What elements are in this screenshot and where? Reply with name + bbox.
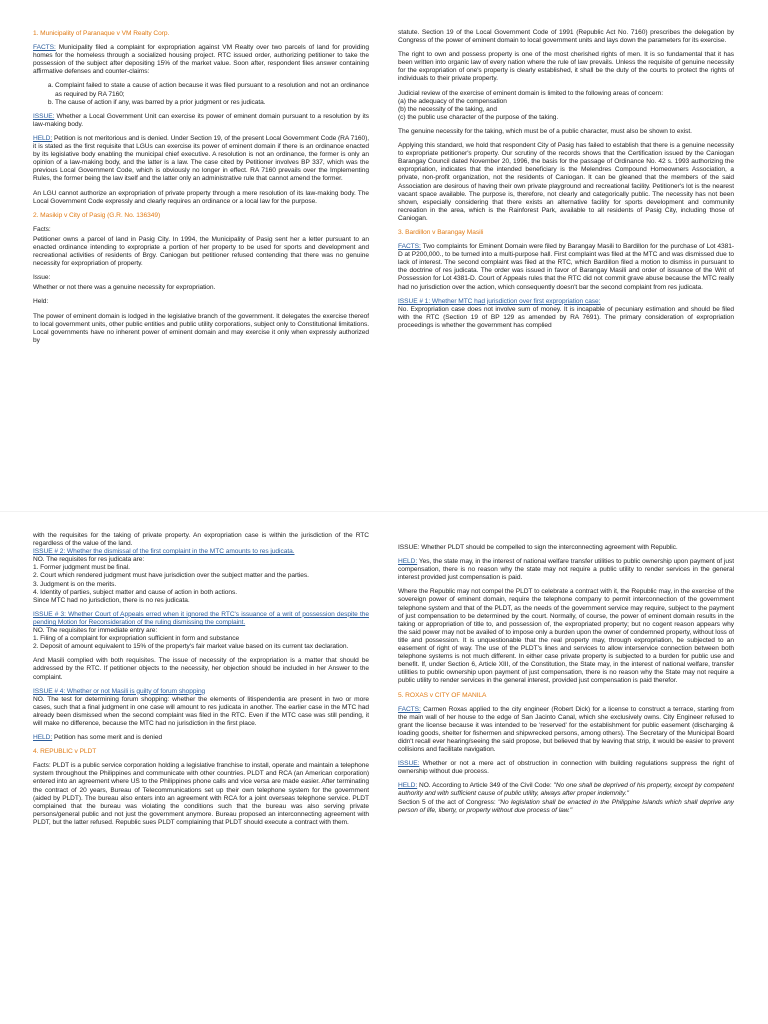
body-paragraph: And Masili complied with both requisites. The issue of necessity of the expropriation is a matter that should be addressed by the RTC. If petitioner objects to the necessity, her objection should be included in her Answer to the complaint. (33, 657, 369, 681)
body-paragraph: Applying this standard, we hold that respondent City of Pasig has failed to establish that there is a genuine necessity to expropriate petitioner's property. Our scrutiny of the records shows that the Certification issued by the Caniogan Barangay Council dated November 20, 1996, the basis for the passage of Ordinance No. 42 s. 1993 authorizing the expropriation, indicates that the intended beneficiary is the Melendres Compound Homeowners Association, a private, non-profit organization, not the residents of Caniogan. It can be gleaned that the members of the said Association are desirous of having their own private playground and recreational facility. Petitioner's lot is the nearest vacant space available. The purpose is, therefore, not clearly and categorically public. The necessity has not been shown, especially considering that there exists an alternative facility for sports development and community recreation in the area, which is the Rainforest Park, available to all residents of Pasig City, including those of Caniogan. (398, 142, 734, 222)
column-right (398, 544, 734, 1024)
issue-paragraph: ISSUE: Whether PLDT should be compelled to sign the interconnecting agreement with Republic. (398, 544, 678, 551)
facts-label: FACTS: (398, 705, 421, 713)
body-paragraph: An LGU cannot authorize an expropriation of private property through a mere resolution of its law-making body. The Local Government Code expressly and clearly requires an ordinance or a local law for the purpose. (33, 189, 369, 205)
defenses-list (33, 82, 369, 106)
list-intro: Judicial review of the exercise of eminent domain is limited to the following areas of concern: (398, 89, 663, 97)
body-paragraph: The power of eminent domain is lodged in the legislative branch of the government. It delegates the exercise thereof to local government units, other public entities and public utility corporations, subject only to Constitutional limitations. Local governments have no inherent power of eminent domain and may exercise it only when expressly authorized by (33, 312, 369, 344)
body-paragraph: The genuine necessity for the taking, which must be of a public character, must also be shown to exist. (398, 127, 692, 135)
held-label: HELD: (398, 782, 418, 790)
case-heading: 5. ROXAS v CITY OF MANILA (398, 691, 487, 699)
issue-text: NO. The test for determining forum shopping: whether the elements of litispendentia are present in two or more cases, such that a final judgment in one case will amount to res judicata in another. The earlier case in the MTC had already been dismissed when the second complaint was filed in the RTC. Even if the MTC case was still pending, it will make no difference, because the MTC had no jurisdiction in the first place. (33, 695, 369, 727)
case-heading: 1. Municipality of Paranaque v VM Realty Corp. (33, 30, 170, 37)
list-item: 1. Former judgment must be final. (33, 564, 130, 572)
issue-text: Whether or not a mere act of obstruction in connection with building regulations suppress the right of ownership without due process. (398, 760, 734, 776)
held-label: HELD: (398, 558, 418, 566)
body-paragraph: Whether or not there was a genuine necessity for expropriation. (33, 284, 216, 292)
requisites-list (33, 556, 369, 605)
issue-text: No. Expropriation case does not involve sum of money. It is incapable of pecuniary estimation and should be filed with the RTC (Section 19 of BP 129 as amended by RA 7691). The primary consideration of expropriation proceedings is whether the government has complied (398, 305, 734, 329)
list-item: 3. Judgment is on the merits. (33, 580, 117, 588)
body-paragraph: statute. Section 19 of the Local Government Code of 1991 (Republic Act No. 7160) prescribes the delegation by Congress of the power of eminent domain to local government units and lays down the parameters for its exercise. (398, 29, 734, 45)
body-paragraph: Petitioner owns a parcel of land in Pasig City. In 1994, the Municipality of Pasig sent her a letter pursuant to an enacted ordinance intending to expropriate a portion of her property to be used for sports and development and recreational activities of residents of Brgy. Caniogan but petitioner refused contending that there was no genuine necessity for expropriation of property. (33, 235, 369, 268)
issue-paragraph (398, 760, 734, 776)
body-paragraph (33, 226, 369, 234)
case-heading: 4. REPUBLIC v PLDT (33, 748, 97, 756)
body-paragraph (33, 298, 369, 306)
list-item: (a) the adequacy of the compensation (398, 97, 507, 105)
held-label: HELD: (33, 734, 53, 742)
issue-label: ISSUE # 3: Whether Court of Appeals erred when it ignored the RTC's issuance of a writ of possession despite the pending Motion for Reconsideration of the ruling dismissing the complaint. (33, 610, 369, 626)
issue-label: ISSUE # 4: Whether or not Masili is guilty of forum shopping (33, 687, 206, 695)
list-item: 2. Court which rendered judgment must have jurisdiction over the subject matter and the parties. (33, 572, 309, 580)
facts-paragraph (398, 243, 734, 292)
body-text: Section 5 of the act of Congress: (398, 798, 498, 806)
facts-label: FACTS: (398, 243, 421, 251)
held-paragraph (398, 782, 734, 814)
issue-paragraph (33, 611, 369, 651)
body-paragraph: Facts: PLDT is a public service corporation holding a legislative franchise to install, operate and maintain a telephone system throughout the Philippines and communicate with other countries. PLDT and RCA (an American corporation) entered into an agreement where US to the Philippines phone calls and vice versa are made easier. After terminating the contract of 20 years, Bureau of Telecommunications set up their own telephone system for the government (aided by PLDT). The bureau also enters into an agreement with RCA for a joint overseas telephone service. PLDT complained that the bureau was violating the conditions such that the bureau was also serving private persons/general public and not just the government anymore. Bureau proposed an interconnecting agreement with PLDT, but the latter refused. Republic sues PLDT complaining that PLDT should execute a contract with them. (33, 762, 369, 826)
facts-label: Facts: (33, 225, 51, 233)
issue-label: ISSUE # 2: Whether the dismissal of the first complaint in the MTC amounts to res judicata. (33, 548, 295, 556)
case-heading: 3. Bardillon v Barangay Masili (398, 228, 484, 236)
issue-paragraph (33, 688, 369, 728)
list-intro: NO. The requisites for res judicata are: (33, 556, 145, 564)
facts-text: Carmen Roxas applied to the city engineer (Robert Dick) for a license to construct a terrace, starting from the main wall of her house to the edge of San Jacinto Canal, which she exclusively owns. City Engineer refused to grant the license because it was intended to be 'reserved' for the establishment for public easement (discharging & loading goods, shelter for fishermen and shipwrecked persons, among others). The Secretary of the Municipal Board didn't recall ever hearing/seeing the said propose, but believed that by leaving that strip, it would be easier to prevent collisions and facilitate navigation. (398, 705, 734, 754)
list-item: Since MTC had no jurisdiction, there is no res judicata. (33, 596, 190, 604)
issue-label: Issue: (33, 274, 51, 282)
held-text: Petition is not meritorious and is denied. Under Section 19, of the present Local Government Code (RA 7160), it is stated as the first requisite that LGUs can exercise its power of eminent domain if there is an ordinance enacted by its legislative body enabling the municipal chief executive. A resolution is not an ordinance, the former is only an opinion of a law-making body, and the latter is a law. The case cited by Petitioner involves BP 337, which was the previous Local Government Code, which is obviously no longer in effect. RA 7160 prevails over the Implementing Rules, the former being the law itself and the latter only an administrative rule that cannot amend the former. (33, 134, 369, 183)
facts-label: FACTS: (33, 44, 56, 52)
facts-paragraph (398, 706, 734, 755)
body-paragraph: The right to own and possess property is one of the most cherished rights of men. It is so fundamental that it has been written into organic law of every nation where the rule of law prevails. Unless the requisite of genuine necessity for the expropriation of one's property is clearly established, it shall be the duty of the courts to protect the rights of individuals to their private property. (398, 51, 734, 83)
page-bottom (0, 512, 768, 1024)
held-text: NO. According to Article 349 of the Civil Code: (417, 782, 554, 790)
issue-label: ISSUE: (398, 760, 420, 768)
body-text: with the requisites for the taking of private property. An expropriation case is within the jurisdiction of the RTC regardless of the value of the land. (33, 532, 369, 548)
quote-text: "No legislation shall be enacted in the Philippine Islands which shall deprive any person of life, liberty, or property without due process of law." (398, 798, 734, 814)
body-paragraph (33, 532, 369, 556)
issue-label: ISSUE: (33, 112, 55, 120)
body-paragraph: Where the Republic may not compel the PLDT to celebrate a contract with it, the Republic may, in the exercise of the sovereign power of eminent domain, require the telephone company to permit interconnection of the government telephone system and that of the PLDT, as the needs of the government service may require, subject to the payment of just compensation to be determined by the court. Normally, of course, the power of eminent domain results in the taking or appropriation of title to, and possession of, the expropriated property; but no cogent reason appears why the said power may not be availed of to impose only a burden upon the owner of condemned property, without loss of title and possession. It is unquestionable that the real property may, through expropriation, be subjected to an easement of right of way. The use of the PLDT's lines and services to allow interservice connection between both telephone systems is not much different. In either case private property is subjected to a burden for public use and benefit. If, under Section 6, Article XIII, of the Constitution, the State may, in the interest of national welfare, transfer utilities to public ownership upon payment of just compensation, there is no reason why the State may not require a public utility to render services in the general interest, provided just compensation is paid therefor. (398, 588, 734, 685)
held-text: Petition has some merit and is denied (52, 734, 163, 742)
held-label: HELD: (33, 134, 53, 142)
column-right (398, 29, 734, 512)
list-item: b. The cause of action if any, was barred by a prior judgment or res judicata. (55, 99, 369, 107)
quote-text: "No one shall be deprived of his property, except by competent authority and with sufficient cause of public utility, always after proper indemnity." (398, 782, 734, 798)
review-list (398, 90, 734, 122)
issue-label: ISSUE # 1: Whether MTC had jurisdiction over first expropriation case: (398, 297, 601, 305)
held-paragraph (398, 558, 734, 582)
issue-paragraph (398, 298, 734, 330)
list-item: (b) the necessity of the taking, and (398, 105, 497, 113)
facts-paragraph (33, 44, 369, 76)
case-heading: 2. Masikip v City of Pasig (G.R. No. 136349) (33, 211, 161, 219)
list-item: 2. Deposit of amount equivalent to 15% of the property's fair market value based on its current tax declaration. (33, 643, 349, 651)
held-text: Yes, the state may, in the interest of national welfare transfer utilities to public ownership upon payment of just compensation, there is no reason why the state may not require a public utility to render services in the general interest provided just compensation is paid. (398, 558, 734, 582)
list-item: (c) the public use character of the purpose of the taking. (398, 113, 559, 121)
list-item: 4. Identity of parties, subject matter and cause of action in both actions. (33, 588, 238, 596)
facts-text: Two complaints for Eminent Domain were filed by Barangay Masili to Bardillon for the purchase of Lot 4381-D at P200,000., to be turned into a multi-purpose hall. First complaint was filed at the MTC and was dismissed due to lack of interest. The second complaint was filed at the RTC, which Bardillon filed a motion to dismiss in pursuant to the doctrine of res judicata. The order was issued in favor of Barangay Masili and order of issuance of the Writ of Possession for Lot 4381-D. Court of Appeals rules that the RTC did not commit grave abuse because the MTC really had no jurisdiction over the action, which consequently doesn't bar the second complaint from res judicata. (398, 243, 734, 291)
list-item: a. Complaint failed to state a cause of action because it was filed pursuant to a resolution and not an ordinance as required by RA 7160; (55, 82, 369, 98)
list-intro: NO. The requisites for immediate entry are: (33, 627, 158, 635)
held-label: Held: (33, 298, 49, 306)
issue-text: Whether a Local Government Unit can exercise its power of eminent domain pursuant to a resolution by its law-making body. (33, 112, 369, 128)
facts-text: Municipality filed a complaint for expropriation against VM Realty over two parcels of land for providing homes for the homeless through a socialized housing project. RTC issued order, authorizing petitioner to take the possession of the subject after depositing 15% of the market value. Soon after, respondent files answer containing affirmative defenses and counter-claims: (33, 44, 369, 76)
list-item: 1. Filing of a complaint for expropriation sufficient in form and substance (33, 635, 240, 643)
column-left (33, 532, 369, 1024)
column-left (33, 30, 369, 512)
body-paragraph (33, 274, 369, 282)
issue-paragraph (33, 113, 369, 129)
held-paragraph (33, 734, 369, 742)
held-paragraph (33, 135, 369, 184)
